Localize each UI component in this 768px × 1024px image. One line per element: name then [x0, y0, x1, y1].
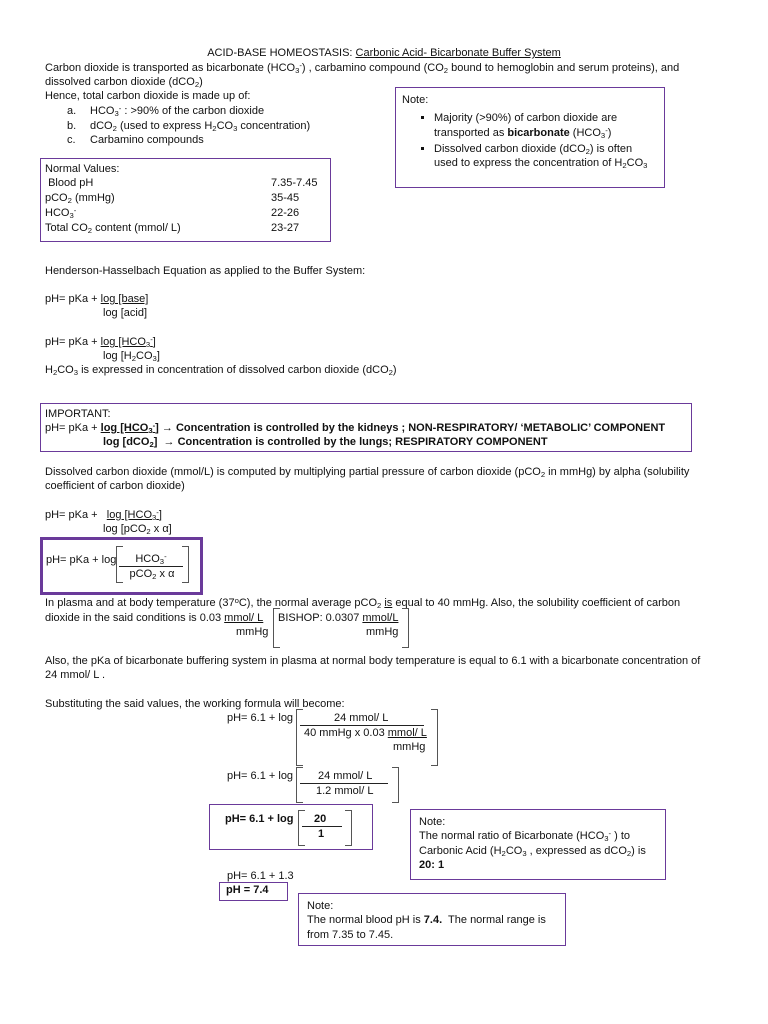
boxed-equation-lhs: pH= pKa + log [46, 554, 117, 566]
working-eq-3-den: 1 [318, 828, 325, 840]
working-eq-4: pH= 6.1 + 1.3 [227, 870, 294, 882]
important-title: IMPORTANT: [45, 408, 111, 420]
equation-pco2-den: log [pCO$_2$ x α] [103, 523, 172, 536]
list-item-text: Carbamino compounds [90, 134, 204, 146]
bishop-value: BISHOP: 0.0307 mmol/L [278, 612, 399, 624]
note3-line1: The normal blood pH is 7.4. The normal range is [307, 914, 546, 927]
plasma-paragraph-1: In plasma and at body temperature (37$^o$C), the normal average pCO$_2$ is equal to 40 mmHg. Also, the solubility coefficient of carbon [45, 595, 681, 610]
page-title: ACID-BASE HOMEOSTASIS: Carbonic Acid- Bicarbonate Buffer System [207, 47, 561, 59]
working-eq-3-num: 20 [314, 813, 327, 825]
working-eq-2-den: 1.2 mmol/ L [316, 785, 374, 797]
working-eq-1-den: 40 mmHg x 0.03 mmol/ L [304, 727, 427, 739]
pka-paragraph-2: 24 mmol/ L . [45, 669, 106, 681]
note3-line2: from 7.35 to 7.45. [307, 928, 394, 941]
list-item: a. [67, 105, 77, 117]
equation-general: pH= pKa + log [base] [45, 293, 149, 305]
normal-values-box: Normal Values: Blood pH 7.35-7.45 pCO$_2$ (mmHg) 35-45 $HCO_3^-$ 22-26 Total $CO_2$ content (mmol/ L) 23-27 [40, 158, 331, 242]
equation-bicarbonate: pH= pKa + $\log [HCO_3^-]$ [45, 334, 156, 349]
note2-line2: Carbonic Acid ($H_2CO_3$ , expressed as dCO$_2$) is [419, 844, 646, 858]
table-row: Blood pH 7.35-7.45 [48, 177, 318, 190]
table-row: Total $CO_2$ content (mmol/ L) 23-27 [45, 222, 300, 236]
note-item: ▪ Majority (>90%) of carbon dioxide are transported as bicarbonate $(HCO_3^-)$ [434, 111, 658, 140]
note2-ratio: 20: 1 [419, 858, 445, 871]
plasma-unit-den: mmHg [236, 626, 269, 638]
working-eq-1-lhs: pH= 6.1 + log [227, 712, 294, 724]
note-box-transport: Note: ▪ Majority (>90%) of carbon dioxide are transported as bicarbonate $(HCO_3^-)$ ▪ Dissolved carbon dioxide (dCO$_2$) is often used to express the concentration of $H_2CO_3$ [395, 87, 665, 188]
list-item: c. [67, 134, 76, 146]
equation-pco2: pH= pKa + $\log [HCO_3^-]$ [45, 507, 162, 522]
intro-line-2: dissolved carbon dioxide (dCO$_2$) [45, 76, 203, 89]
working-eq-1-num: 24 mmol/ L [334, 712, 389, 724]
working-eq-2-lhs: pH= 6.1 + log [227, 770, 294, 782]
list-item: b. [67, 120, 77, 132]
important-line-2: log [dCO$_2$] → Concentration is controlled by the lungs; RESPIRATORY COMPONENT [103, 436, 548, 449]
bishop-unit-den: mmHg [366, 626, 399, 638]
working-eq-3-lhs: pH= 6.1 + log [225, 813, 294, 825]
note-box-ratio: Note: The normal ratio of Bicarbonate ($HCO_3^-$ ) to Carbonic Acid ($H_2CO_3$ , expressed as dCO$_2$) is 20: 1 [410, 809, 666, 880]
h2co3-line: $H_2CO_3$ is expressed in concentration of dissolved carbon dioxide (dCO$_2$) [45, 364, 397, 377]
equation-general-den: log [acid] [103, 307, 148, 319]
boxed-equation-num: $HCO_3^-$ [135, 551, 167, 566]
normal-values-table [45, 176, 317, 236]
pka-paragraph-1: Also, the pKa of bicarbonate buffering system in plasma at normal body temperature is equal to 6.1 with a bicarbonate concentration of [45, 655, 701, 667]
dco2-paragraph-1: Dissolved carbon dioxide (mmol/L) is computed by multiplying partial pressure of carbon dioxide (pCO$_2$ in mmHg) by alpha (solubility [45, 466, 690, 479]
equation-bicarbonate-den: $\log [H_2CO_3]$ [103, 350, 160, 363]
boxed-equation-den: pCO$_2$ x α [129, 568, 175, 581]
plasma-paragraph-2: dioxide in the said conditions is 0.03 mmol/ L [45, 612, 264, 624]
working-eq-2-num: 24 mmol/ L [318, 770, 373, 782]
intro-line-1: Carbon dioxide is transported as bicarbonate $(HCO_3^-)$ , carbamino compound ($CO_2$ bound to hemoglobin and serum proteins), and [45, 60, 680, 75]
working-eq-1-den2: mmHg [393, 741, 426, 753]
table-row: $HCO_3^-$ 22-26 [45, 206, 300, 221]
dco2-paragraph-2: coefficient of carbon dioxide) [45, 480, 185, 492]
note-item: ▪ Dissolved carbon dioxide (dCO$_2$) is often used to express the concentration of $H_2CO_3$ [434, 142, 658, 171]
list-item-text: $HCO_3^-$ : >90% of the carbon dioxide [90, 103, 265, 118]
intro-line-3: Hence, total carbon dioxide is made up of: [45, 90, 251, 102]
substitution-line: Substituting the said values, the working formula will become: [45, 698, 345, 710]
important-line-1: pH= pKa + $\log [HCO_3^-]$ → Concentration is controlled by the kidneys ; NON-RESPIRATORY/ ‘METABOLIC’ COMPONENT [45, 420, 666, 435]
note-box-ph: Note: The normal blood pH is 7.4. The normal range is from 7.35 to 7.45. [298, 893, 566, 946]
hh-heading: Henderson-Hasselbach Equation as applied to the Buffer System: [45, 265, 366, 277]
list-item-text: dCO$_2$ (used to express $H_2CO_3$ concentration) [90, 120, 311, 133]
result-ph: pH = 7.4 [226, 884, 269, 896]
note2-line1: The normal ratio of Bicarbonate ($HCO_3^-$ ) to [419, 829, 631, 844]
table-row: pCO$_2$ (mmHg) 35-45 [45, 192, 300, 206]
